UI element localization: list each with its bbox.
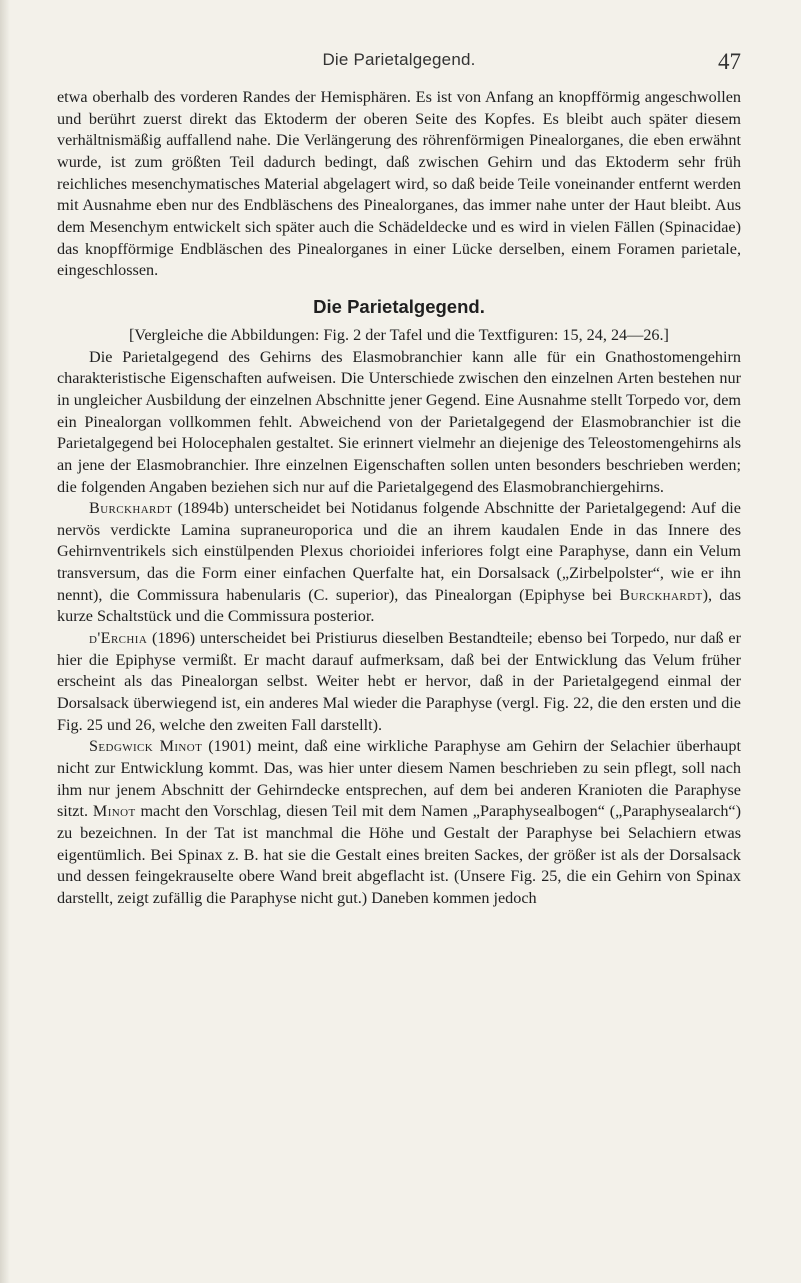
- paragraph-continuation: etwa oberhalb des vorderen Randes der Hemisphären. Es ist von Anfang an knopfförmig angeschwollen und berührt zuerst direkt das Ektoderm der oberen Seite des Kopfes. Es bleibt auch später diesem verhältnismäßig auffallend nahe. Die Verlängerung des röhrenförmigen Pinealorganes, die eben erwähnt wurde, ist zum größten Teil dadurch bedingt, daß zwischen Gehirn und das Ektoderm sehr früh reichliches mesenchymatisches Material abgelagert wird, so daß beide Teile voneinander entfernt werden mit Ausnahme eben nur des Endbläschens des Pinealorganes, das immer nahe unter der Haut bleibt. Aus dem Mesenchym entwickelt sich später auch die Schädeldecke und es wird in vielen Fällen (Spinacidae) das knopfförmige Endbläschen des Pinealorganes in einer Lücke derselben, einem Foramen parietale, eingeschlossen.: [57, 88, 741, 280]
- paragraph-text: (1896) unterscheidet bei Pristiurus dieselben Bestandteile; ebenso bei Torpedo, nur daß er hier die Epiphyse vermißt. Er macht darauf aufmerksam, daß bei der Entwicklung das Velum früher erscheint als das Pinealorgan selbst. Weiter hebt er hervor, daß in der Parietalgegend einmal der Dorsalsack überwiegend ist, ein anderes Mal wieder die Paraphyse (vergl. Fig. 22, die den ersten und die Fig. 25 und 26, welche den zweiten Fall darstellt).: [57, 629, 741, 734]
- section-title: Die Parietalgegend.: [313, 295, 485, 317]
- paragraph-text: (1901) meint, daß eine wirkliche Paraphyse am Gehirn der Selachier überhaupt nicht zur Entwicklung kommt. Das, was hier unter diesem Namen beschrieben zu sein pflegt, soll nach ihm nur jenem Abschnitt der Gehirndecke entsprechen, auf dem bei anderen Kranioten die Paraphyse sitzt.: [57, 737, 741, 821]
- paragraph-burckhardt: [57, 498, 741, 628]
- page-number: 47: [718, 49, 741, 74]
- paragraph-text: (1894b) unterscheidet bei Notidanus folgende Abschnitte der Parietalgegend: Auf die nervös verdickte Lamina supraneuroporica und die an ihrem kaudalen Ende in das Innere des Gehirnventrikels sich einstülpenden Plexus chorioidei inferiores folgt eine Paraphyse, dann ein Velum transversum, das die Form einer einfachen Querfalte hat, ein Dorsalsack („Zirbelpolster“, wie er ihn nennt), die Commissura habenularis (C. superior), das Pinealorgan (Epiphyse bei: [57, 499, 741, 604]
- paragraph-text: ), das kurze Schaltstück und die Commissura posterior.: [57, 585, 741, 626]
- running-head: Die Parietalgegend.: [322, 50, 476, 69]
- paragraph-minot: [57, 736, 741, 909]
- author-name: d'Erchia: [89, 629, 148, 648]
- page-header: [57, 50, 741, 76]
- author-name: Minot: [92, 802, 136, 821]
- paragraph-derchia: [57, 628, 741, 736]
- author-name: Burckhardt: [89, 499, 173, 518]
- author-name: Burckhardt: [619, 585, 703, 604]
- paragraph-intro: Die Parietalgegend des Gehirns des Elasmobranchier kann alle für ein Gnathostomengehirn charakteristische Eigenschaften aufweisen. Die Unterschiede zwischen den einzelnen Arten bestehen nur in ungleicher Ausbildung der einzelnen Abschnitte jener Gegend. Eine Ausnahme stellt Torpedo vor, dem ein Pinealorgan vollkommen fehlt. Abweichend von der Parietalgegend der Elasmobranchier ist die Parietalgegend bei Holocephalen gestaltet. Sie erinnert vielmehr an diejenige des Teleostomengehirns als an jene der Elasmobranchier. Ihre einzelnen Eigenschaften sollen unten besonders beschrieben werden; die folgenden Angaben beziehen sich nur auf die Parietalgegend des Elasmobranchiergehirns.: [57, 347, 741, 496]
- figure-crossreference: [Vergleiche die Abbildungen: Fig. 2 der Tafel und die Textfiguren: 15, 24, 24—26.]: [129, 325, 669, 344]
- author-name: Sedgwick Minot: [89, 737, 203, 756]
- paragraph-text: macht den Vorschlag, diesen Teil mit dem Namen „Paraphysealbogen“ („Paraphysealarch“) zu bezeichnen. In der Tat ist manchmal die Höhe und Gestalt der Paraphyse bei Selachiern etwas eigentümlich. Bei Spinax z. B. hat sie die Gestalt eines breiten Sackes, der größer ist als der Dorsalsack und dessen feingekrauselte obere Wand breit abgeflacht ist. (Unsere Fig. 25, die ein Gehirn von Spinax darstellt, zeigt zufällig die Paraphyse nicht gut.) Daneben kommen jedoch: [57, 802, 741, 907]
- page-body: [57, 87, 741, 910]
